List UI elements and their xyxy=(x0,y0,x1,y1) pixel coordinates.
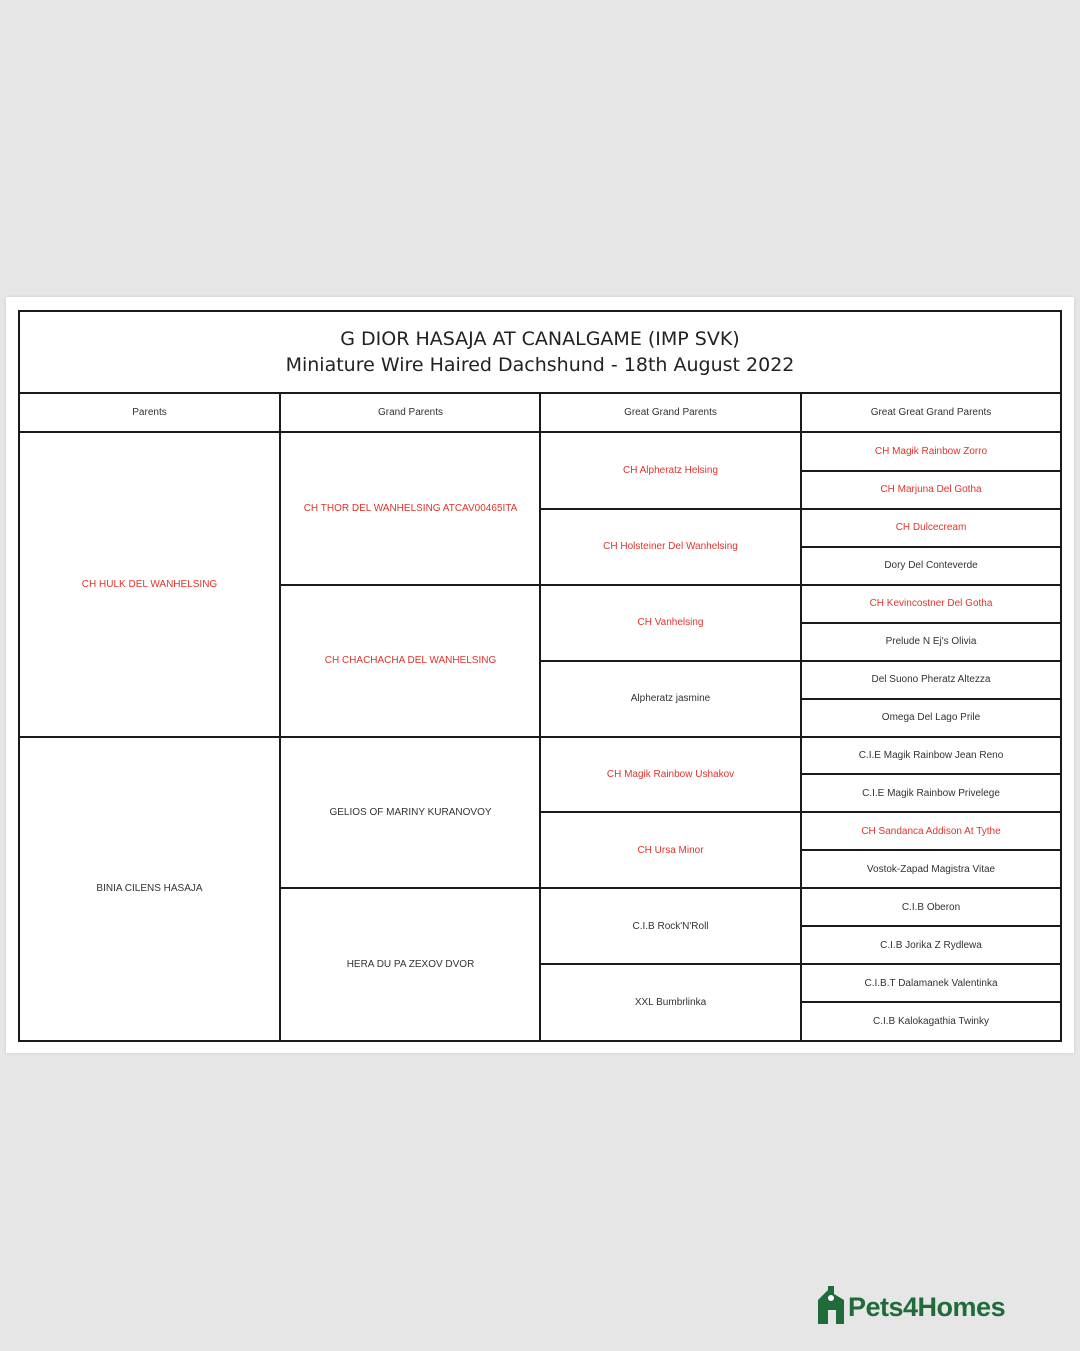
great-grand-parent-cell: CH Holsteiner Del Wanhelsing xyxy=(603,541,738,553)
great-great-grand-parent-cell: CH Dulcecream xyxy=(895,522,967,534)
great-grand-parent-cell: CH Alpheratz Helsing xyxy=(622,465,719,477)
great-great-grand-parent-cell: CH Magik Rainbow Zorro xyxy=(874,446,988,458)
great-grand-parent-cell: CH Ursa Minor xyxy=(637,844,704,856)
pedigree-table xyxy=(18,310,1062,1042)
great-great-grand-parent-cell: Omega Del Lago Prile xyxy=(881,712,981,724)
parent-cell: BINIA CILENS HASAJA xyxy=(96,882,203,894)
great-great-grand-parent-cell: C.I.B Oberon xyxy=(901,901,961,913)
great-great-grand-parent-cell: C.I.B Jorika Z Rydlewa xyxy=(880,939,982,951)
great-great-grand-parent-cell: CH Marjuna Del Gotha xyxy=(880,484,982,496)
great-great-grand-parent-cell: C.I.E Magik Rainbow Privelege xyxy=(862,787,1000,799)
great-great-grand-parent-cell: C.I.E Magik Rainbow Jean Reno xyxy=(858,749,1004,761)
great-grand-parent-cell: C.I.B Rock'N'Roll xyxy=(632,920,709,932)
pedigree-subtitle: Miniature Wire Haired Dachshund - 18th August 2022 xyxy=(285,354,795,376)
great-great-grand-parent-cell: Dory Del Conteverde xyxy=(884,560,978,572)
brand-name: Pets4Homes xyxy=(848,1292,1006,1322)
great-grand-parent-cell: XXL Bumbrlinka xyxy=(634,996,707,1008)
great-grand-parent-cell: CH Vanhelsing xyxy=(637,617,704,629)
great-great-grand-parent-cell: Prelude N Ej's Olivia xyxy=(885,636,977,648)
header-great-grand-parents: Great Grand Parents xyxy=(624,407,717,418)
header-parents: Parents xyxy=(132,407,167,418)
pedigree-title-box xyxy=(20,312,1060,394)
great-grand-parent-cell: CH Magik Rainbow Ushakov xyxy=(606,768,735,780)
grand-parent-cell: GELIOS OF MARINY KURANOVOY xyxy=(329,806,492,818)
grand-parent-cell: CH CHACHACHA DEL WANHELSING xyxy=(324,655,497,667)
pets4homes-house-icon xyxy=(816,1284,848,1326)
grand-parent-cell: CH THOR DEL WANHELSING ATCAV00465ITA xyxy=(303,503,518,515)
great-great-grand-parent-cell: C.I.B.T Dalamanek Valentinka xyxy=(864,977,998,989)
header-great-great-grand-parents: Great Great Grand Parents xyxy=(870,407,992,418)
great-great-grand-parent-cell: Del Suono Pheratz Altezza xyxy=(871,674,991,686)
grand-parent-cell: HERA DU PA ZEXOV DVOR xyxy=(346,958,475,970)
great-great-grand-parent-cell: Vostok-Zapad Magistra Vitae xyxy=(866,863,996,875)
pedigree-title: G DIOR HASAJA AT CANALGAME (IMP SVK) xyxy=(340,328,740,350)
header-grand-parents: Grand Parents xyxy=(377,407,444,418)
parent-cell: CH HULK DEL WANHELSING xyxy=(81,579,218,591)
pets4homes-logo xyxy=(816,1284,1046,1328)
great-great-grand-parent-cell: CH Kevincostner Del Gotha xyxy=(869,598,993,610)
pedigree-sheet xyxy=(6,297,1074,1053)
great-great-grand-parent-cell: CH Sandanca Addison At Tythe xyxy=(861,825,1001,837)
great-great-grand-parent-cell: C.I.B Kalokagathia Twinky xyxy=(873,1015,989,1027)
great-grand-parent-cell: Alpheratz jasmine xyxy=(630,693,711,705)
